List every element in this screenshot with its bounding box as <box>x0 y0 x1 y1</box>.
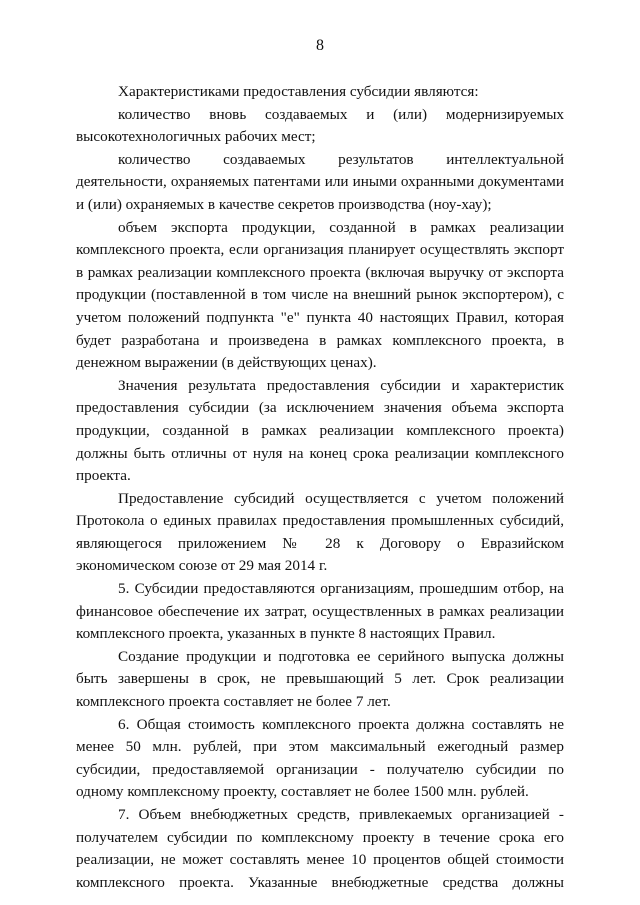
paragraph-item-5: 5. Субсидии предоставляются организациям, прошедшим отбор, на финансовое обеспечение их затрат, осуществленных в рамках реализации комплексного проекта, указанных в пункте 8 настоящих Правил. <box>76 580 564 643</box>
page-number: 8 <box>316 37 324 54</box>
paragraph-item-7: 7. Объем внебюджетных средств, привлекаемых организацией - получателем субсидии по комплексному проекту в течение срока его реализации, не может составлять менее 10 процентов общей стоимости комплексного проекта. Указанные внебюджетные средства должны <box>76 806 564 891</box>
paragraph-item-6: 6. Общая стоимость комплексного проекта должна составлять не менее 50 млн. рублей, при этом максимальный ежегодный размер субсидии, предоставляемой организации - получателю субсидии по одному комплексному проекту, составляет не более 1500 млн. рублей. <box>76 715 564 801</box>
document-body <box>76 81 564 894</box>
paragraph-nonzero-values: Значения результата предоставления субсидии и характеристик предоставления субсидии (за исключением значения объема экспорта продукции, созданной в рамках реализации комплексного проекта) должны быть отличны от нуля на конец срока реализации комплексного проекта. <box>76 376 564 485</box>
paragraph-high-tech-jobs: количество вновь создаваемых и (или) модернизируемых высокотехнологичных рабочих мест; <box>76 105 564 146</box>
paragraph-production-terms: Создание продукции и подготовка ее серийного выпуска должны быть завершены в срок, не превышающий 5 лет. Срок реализации комплексного проекта составляет не более 7 лет. <box>76 647 564 711</box>
paragraph-export-volume: объем экспорта продукции, созданной в рамках реализации комплексного проекта, если организация планирует осуществлять экспорт в рамках реализации комплексного проекта (включая выручку от экспорта продукции (поставленной в том числе на внешний рынок экспортером), с учетом положений подпункта "е" пункта 40 настоящих Правил, которая будет разработана и произведена в рамках комплексного проекта, в денежном выражении (в действующих ценах). <box>76 218 564 372</box>
paragraph-eaeu-protocol: Предоставление субсидий осуществляется с учетом положений Протокола о единых правилах предоставления промышленных субсидий, являющегося приложением № 28 к Договору о Евразийском экономическом союзе от 29 мая 2014 г. <box>76 489 564 575</box>
paragraph-characteristics-intro: Характеристиками предоставления субсидии являются: <box>118 83 479 100</box>
paragraph-intellectual-results: количество создаваемых результатов интеллектуальной деятельности, охраняемых патентами или иными охранными документами и (или) охраняемых в качестве секретов производства (ноу-хау); <box>76 150 564 213</box>
